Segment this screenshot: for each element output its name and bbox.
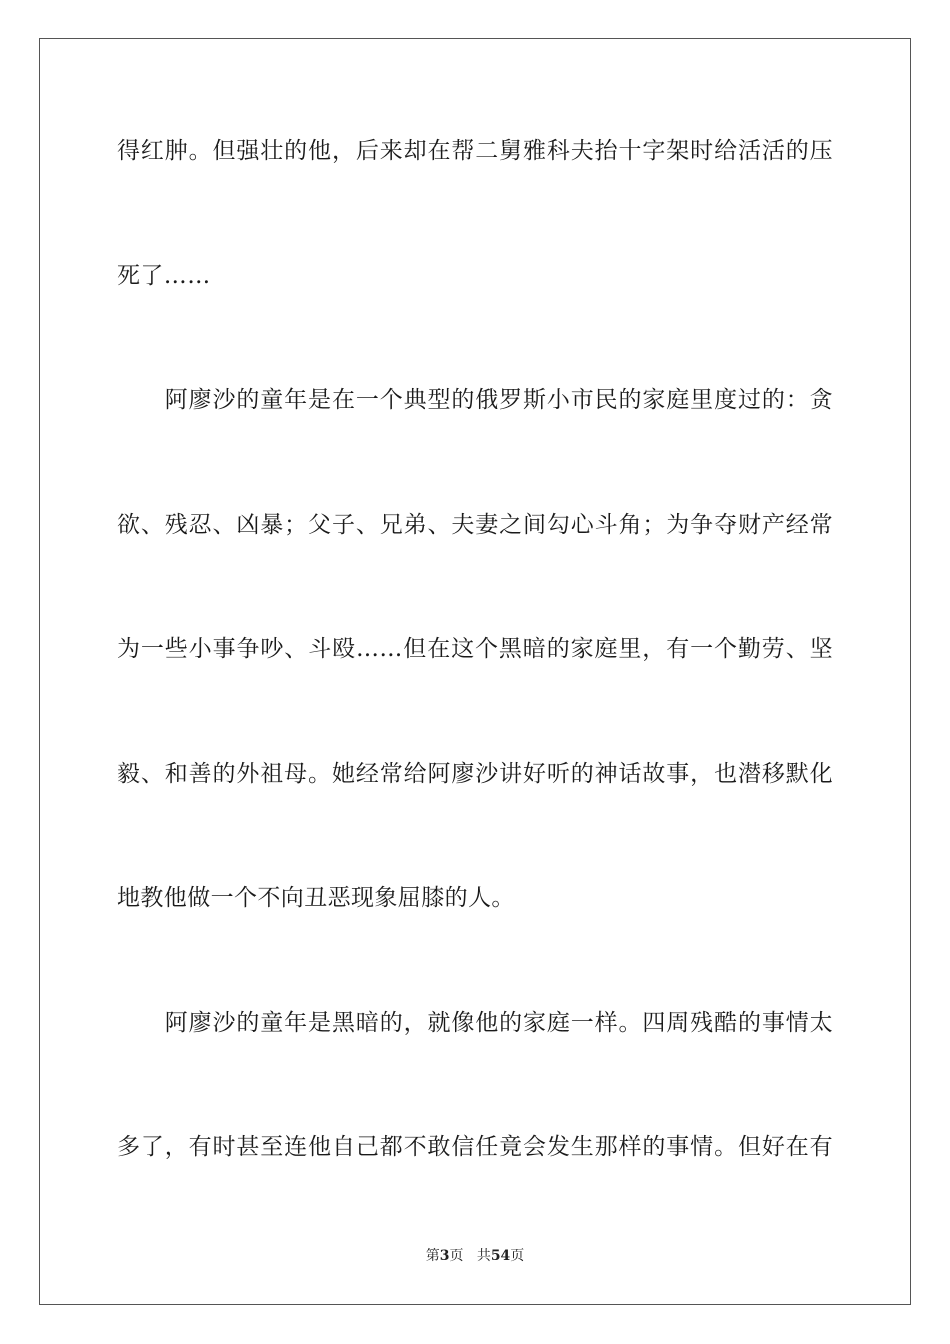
text-line: 多了，有时甚至连他自己都不敢信任竟会发生那样的事情。但好在有 [117, 1134, 833, 1160]
total-pages: 54 [490, 1248, 511, 1264]
page-suffix: 页 [449, 1248, 464, 1264]
total-prefix: 共 [476, 1248, 491, 1264]
text-line: 为一些小事争吵、斗殴……但在这个黑暗的家庭里，有一个勤劳、坚 [117, 636, 833, 662]
page-footer [0, 1247, 950, 1265]
text-line: 得红肿。但强壮的他，后来却在帮二舅雅科夫抬十字架时给活活的压 [117, 138, 833, 164]
text-line: 毅、和善的外祖母。她经常给阿廖沙讲好听的神话故事，也潜移默化 [117, 761, 833, 787]
page-number: 3 [439, 1248, 450, 1264]
text-line: 欲、残忍、凶暴；父子、兄弟、夫妻之间勾心斗角；为争夺财产经常 [117, 512, 833, 538]
page-prefix: 第 [425, 1248, 440, 1264]
text-line: 阿廖沙的童年是黑暗的，就像他的家庭一样。四周残酷的事情太 [117, 1010, 833, 1036]
text-line: 阿廖沙的童年是在一个典型的俄罗斯小市民的家庭里度过的：贪 [117, 387, 833, 413]
text-line: 地教他做一个不向丑恶现象屈膝的人。 [117, 885, 515, 911]
text-line: 死了…… [117, 263, 211, 289]
page-border [39, 38, 911, 1305]
total-suffix: 页 [510, 1248, 525, 1264]
